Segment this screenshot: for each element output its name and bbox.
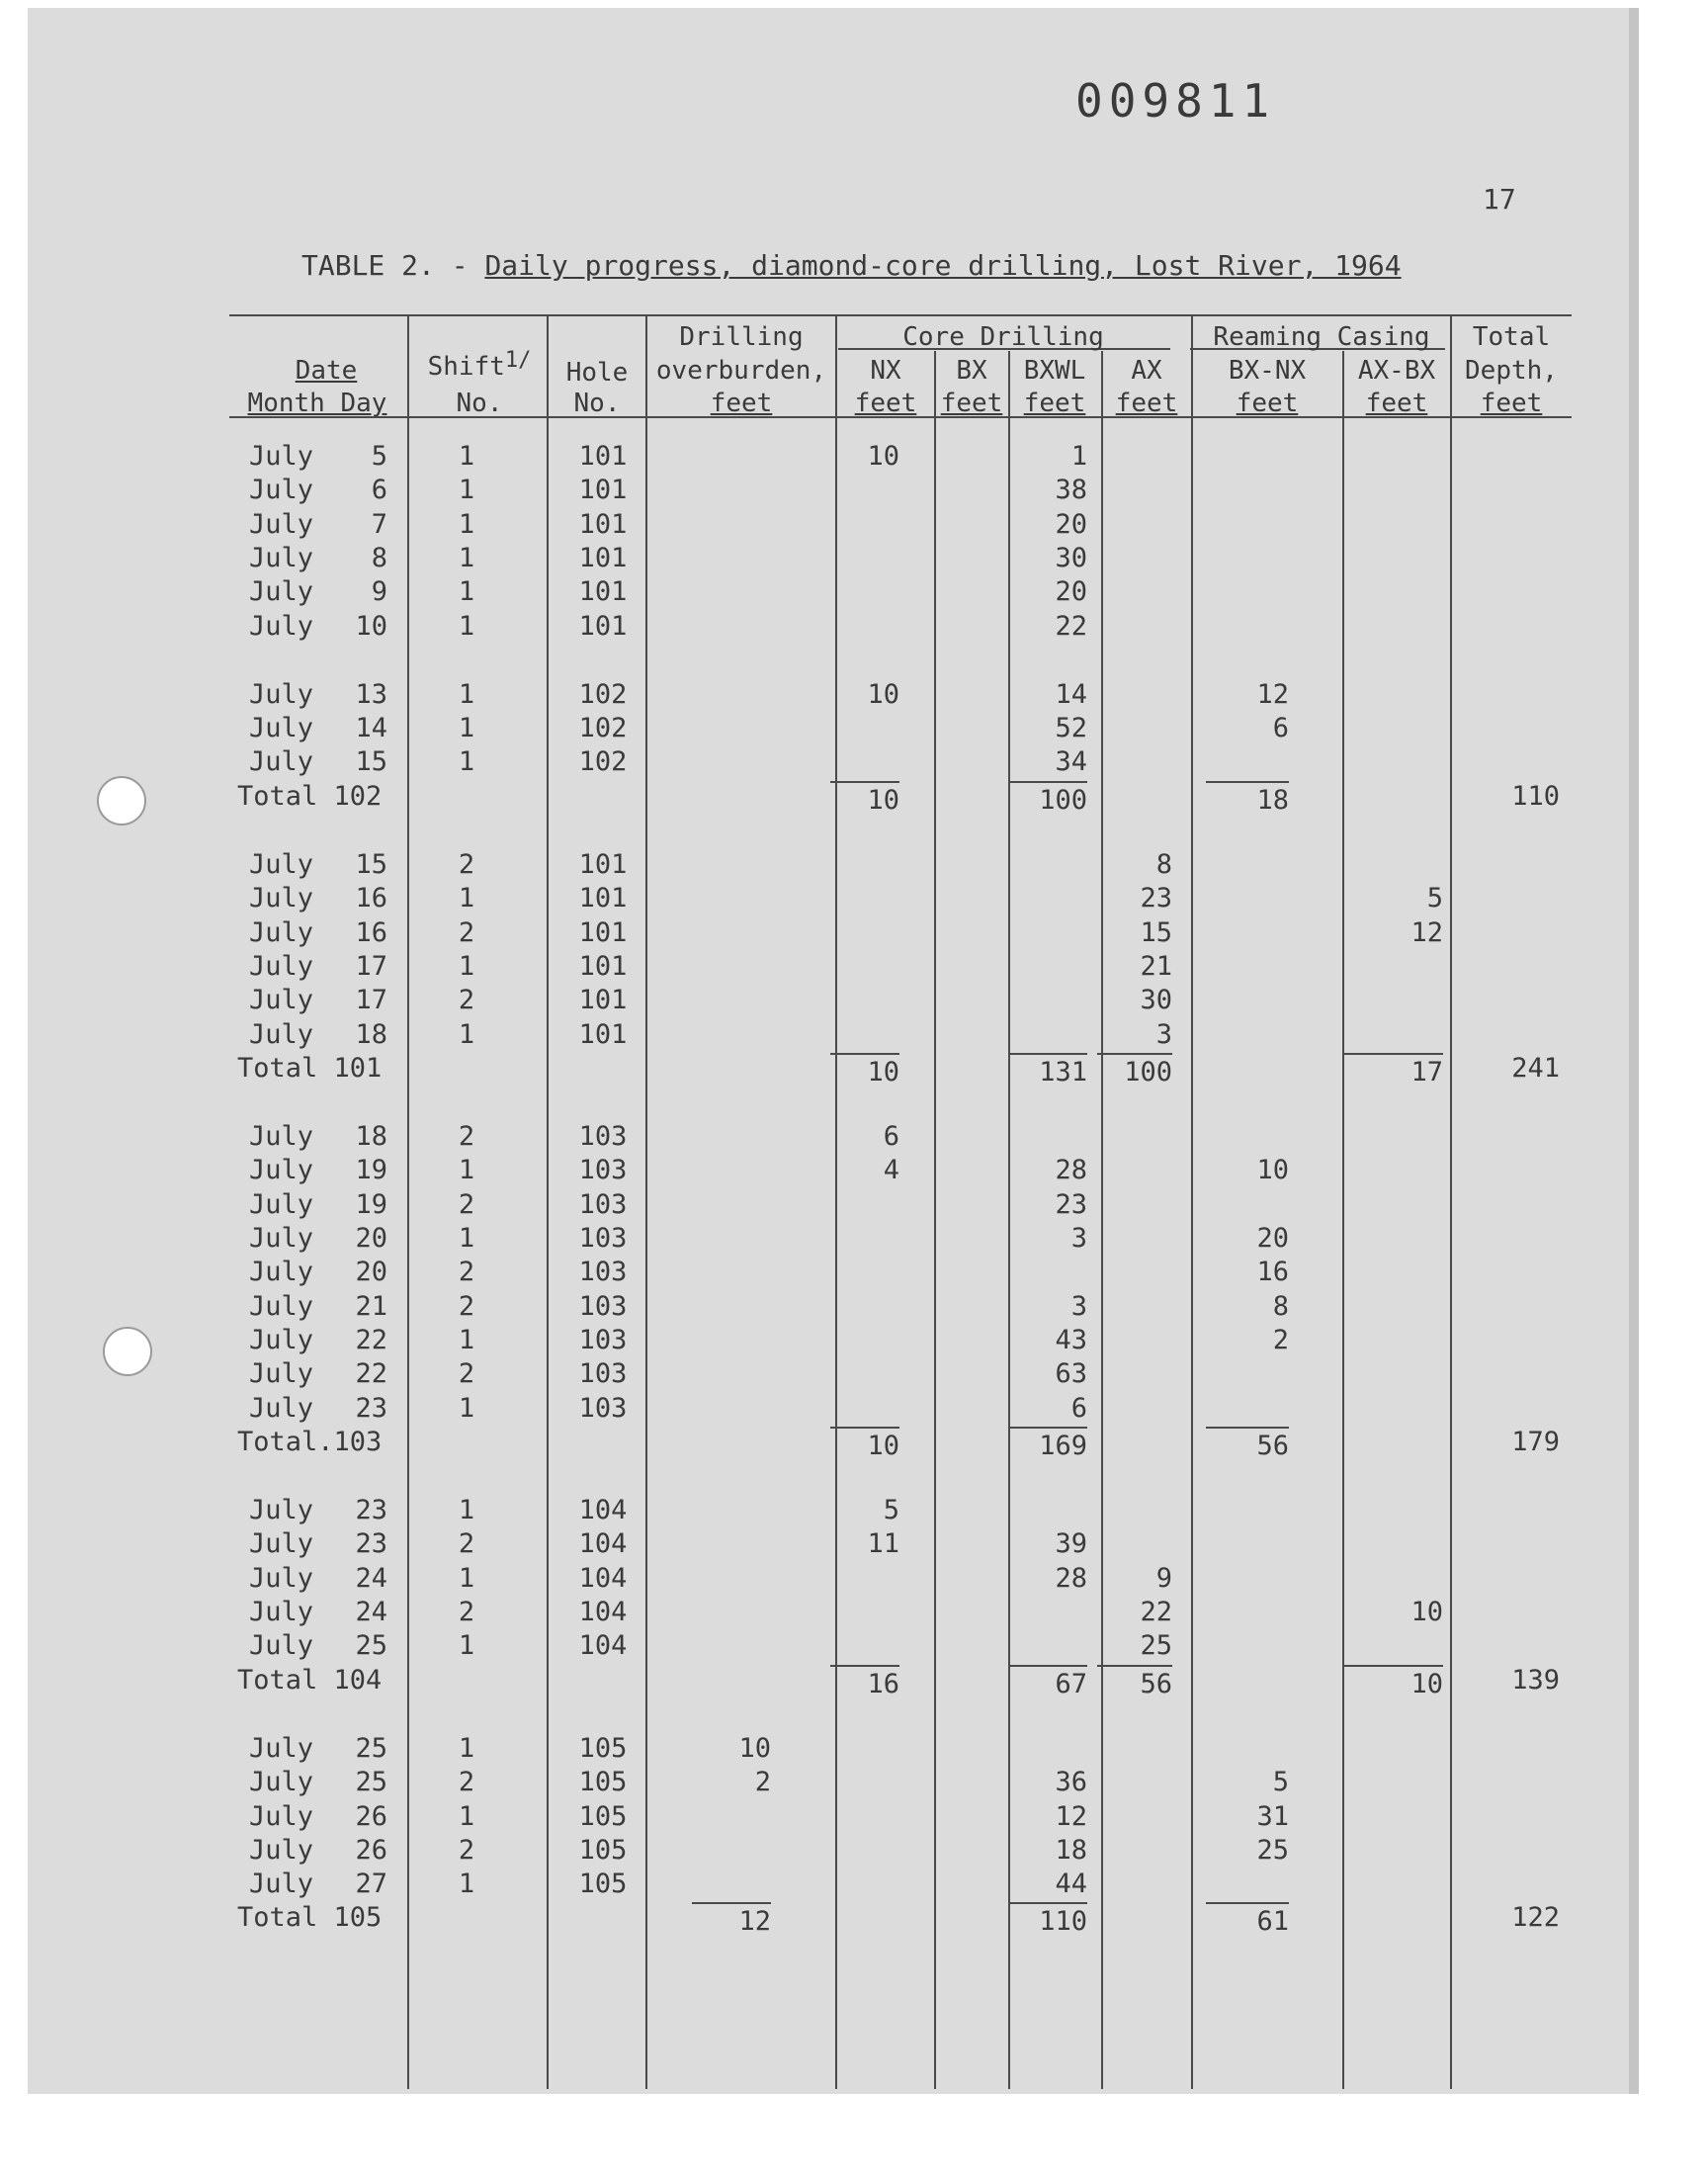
month-cell: July <box>249 1155 314 1186</box>
table-row <box>0 883 1708 916</box>
hole-cell: 104 <box>578 1528 628 1560</box>
table-row <box>0 475 1708 508</box>
header-shift <box>415 348 544 382</box>
bxwl-feet-cell: 14 <box>1055 678 1087 710</box>
ax-bx-feet-cell: 10 <box>1344 1665 1443 1699</box>
hole-cell: 101 <box>578 1018 628 1050</box>
shift-cell: 1 <box>458 1732 475 1764</box>
nx-feet-cell: 10 <box>867 678 899 710</box>
header-ax-feet: feet <box>1115 389 1178 418</box>
day-cell: 20 <box>355 1223 387 1254</box>
day-cell: 25 <box>355 1767 387 1798</box>
hole-cell: 105 <box>578 1732 628 1764</box>
table-row <box>0 441 1708 475</box>
bx-nx-feet-cell: 31 <box>1256 1800 1289 1832</box>
day-cell: 17 <box>355 950 387 982</box>
ax-feet-cell: 9 <box>1155 1562 1172 1594</box>
month-cell: July <box>249 985 314 1016</box>
table-row <box>0 1189 1708 1223</box>
nx-feet-cell: 10 <box>830 1427 899 1461</box>
month-cell: July <box>249 678 314 710</box>
shift-cell: 2 <box>458 1290 475 1322</box>
day-cell: 25 <box>355 1630 387 1662</box>
table-row <box>0 576 1708 610</box>
month-cell: July <box>249 1495 314 1526</box>
hole-cell: 103 <box>578 1257 628 1288</box>
hole-cell: 105 <box>578 1834 628 1866</box>
bxwl-feet-cell: 23 <box>1055 1188 1087 1220</box>
month-cell: July <box>249 542 314 573</box>
shift-cell: 1 <box>458 576 475 608</box>
day-cell: 18 <box>355 1018 387 1050</box>
hole-cell: 102 <box>578 678 628 710</box>
page-number: 17 <box>1483 183 1516 216</box>
ax-feet-cell: 3 <box>1155 1018 1172 1050</box>
bx-nx-feet-cell: 10 <box>1256 1155 1289 1186</box>
bx-nx-feet-cell: 16 <box>1256 1257 1289 1288</box>
day-cell: 7 <box>371 508 387 540</box>
table-row <box>0 1767 1708 1800</box>
shift-cell: 1 <box>458 1630 475 1662</box>
ax-bx-feet-cell: 5 <box>1426 883 1443 914</box>
bxwl-feet-cell: 39 <box>1055 1528 1087 1560</box>
table-row <box>0 1597 1708 1630</box>
table-title <box>301 249 1402 282</box>
month-cell: July <box>249 1257 314 1288</box>
day-cell: 6 <box>371 475 387 506</box>
day-cell: 15 <box>355 849 387 880</box>
month-cell: July <box>249 1869 314 1900</box>
bxwl-feet-cell: 3 <box>1070 1290 1087 1322</box>
shift-cell: 1 <box>458 678 475 710</box>
header-bx-nx: BX-NX <box>1228 356 1307 386</box>
month-cell: July <box>249 1018 314 1050</box>
header-nx-feet: feet <box>854 389 917 418</box>
table-row <box>0 679 1708 713</box>
nx-feet-cell: 6 <box>883 1121 899 1153</box>
shift-cell: 1 <box>458 542 475 573</box>
month-cell: July <box>249 1630 314 1662</box>
bxwl-feet-cell: 131 <box>1008 1053 1087 1088</box>
overburden-cell: 12 <box>692 1902 771 1937</box>
hole-cell: 105 <box>578 1800 628 1832</box>
hole-cell: 105 <box>578 1869 628 1900</box>
table-row <box>0 951 1708 985</box>
month-cell: July <box>249 475 314 506</box>
bxwl-feet-cell: 52 <box>1055 713 1087 744</box>
ax-bx-feet-cell: 12 <box>1410 916 1443 948</box>
day-cell: 13 <box>355 678 387 710</box>
day-cell: 22 <box>355 1358 387 1390</box>
shift-cell: 2 <box>458 1188 475 1220</box>
nx-feet-cell: 10 <box>830 1053 899 1088</box>
bxwl-feet-cell: 3 <box>1070 1223 1087 1254</box>
shift-cell: 1 <box>458 1869 475 1900</box>
header-ax-bx: AX-BX <box>1357 356 1436 386</box>
shift-cell: 1 <box>458 1018 475 1050</box>
shift-cell: 1 <box>458 1495 475 1526</box>
day-cell: 23 <box>355 1495 387 1526</box>
table-row <box>0 1630 1708 1664</box>
bx-nx-feet-cell: 18 <box>1206 781 1289 816</box>
hole-cell: 103 <box>578 1121 628 1153</box>
day-cell: 19 <box>355 1188 387 1220</box>
hole-cell: 102 <box>578 713 628 744</box>
day-cell: 20 <box>355 1257 387 1288</box>
shift-cell: 2 <box>458 1121 475 1153</box>
month-cell: July <box>249 508 314 540</box>
bxwl-feet-cell: 36 <box>1055 1767 1087 1798</box>
header-bx-nx-feet: feet <box>1236 389 1299 418</box>
month-cell: July <box>249 1324 314 1355</box>
day-cell: 23 <box>355 1528 387 1560</box>
day-cell: 25 <box>355 1732 387 1764</box>
shift-cell: 1 <box>458 1223 475 1254</box>
bxwl-feet-cell: 100 <box>1008 781 1087 816</box>
table-row <box>0 1291 1708 1325</box>
ax-feet-cell: 56 <box>1097 1665 1172 1699</box>
table-row <box>0 1223 1708 1257</box>
bx-nx-feet-cell: 56 <box>1206 1427 1289 1461</box>
bxwl-feet-cell: 28 <box>1055 1155 1087 1186</box>
total-label: Total 105 <box>237 1902 383 1934</box>
hole-cell: 102 <box>578 746 628 778</box>
bxwl-feet-cell: 110 <box>1008 1902 1087 1937</box>
bxwl-feet-cell: 43 <box>1055 1324 1087 1355</box>
shift-cell: 1 <box>458 1392 475 1424</box>
month-cell: July <box>249 1767 314 1798</box>
ax-feet-cell: 22 <box>1140 1597 1172 1627</box>
hole-cell: 101 <box>578 883 628 914</box>
ax-feet-cell: 21 <box>1140 950 1172 982</box>
header-month-day: Month Day <box>247 389 387 418</box>
table-top-rule <box>229 314 1572 316</box>
table-row <box>0 543 1708 576</box>
nx-feet-cell: 5 <box>883 1495 899 1526</box>
table-row <box>0 509 1708 543</box>
shift-cell: 1 <box>458 1155 475 1186</box>
hole-cell: 103 <box>578 1188 628 1220</box>
bxwl-feet-cell: 63 <box>1055 1358 1087 1390</box>
shift-cell: 1 <box>458 746 475 778</box>
header-ax: AX <box>1131 356 1162 386</box>
month-cell: July <box>249 441 314 472</box>
bx-nx-feet-cell: 25 <box>1256 1834 1289 1866</box>
shift-cell: 1 <box>458 441 475 472</box>
header-shift-label: Shift <box>427 352 505 382</box>
header-bx-feet: feet <box>940 389 1003 418</box>
table-row <box>0 746 1708 780</box>
day-cell: 17 <box>355 985 387 1016</box>
hole-cell: 101 <box>578 916 628 948</box>
shift-cell: 2 <box>458 916 475 948</box>
header-bxwl-feet: feet <box>1023 389 1086 418</box>
total-depth-cell: 241 <box>1511 1052 1560 1084</box>
hole-cell: 103 <box>578 1223 628 1254</box>
bx-nx-feet-cell: 61 <box>1206 1902 1289 1937</box>
header-reaming-casing: Reaming Casing <box>1213 322 1430 352</box>
shift-cell: 2 <box>458 1358 475 1390</box>
day-cell: 16 <box>355 916 387 948</box>
bxwl-feet-cell: 6 <box>1070 1392 1087 1424</box>
month-cell: July <box>249 1800 314 1832</box>
ax-feet-cell: 100 <box>1097 1053 1172 1088</box>
total-label: Total.103 <box>237 1426 383 1457</box>
bx-nx-feet-cell: 8 <box>1272 1290 1289 1322</box>
table-row <box>0 1019 1708 1053</box>
table-row <box>0 611 1708 645</box>
day-cell: 16 <box>355 883 387 914</box>
document-number: 009811 <box>1075 74 1276 128</box>
total-row <box>0 781 1708 815</box>
day-cell: 10 <box>355 610 387 642</box>
bxwl-feet-cell: 20 <box>1055 508 1087 540</box>
total-depth-cell: 179 <box>1511 1426 1560 1457</box>
table-title-main: Daily progress, diamond-core drilling, Lost River, 1964 <box>484 249 1402 282</box>
month-cell: July <box>249 1597 314 1627</box>
table-row <box>0 917 1708 951</box>
day-cell: 23 <box>355 1392 387 1424</box>
header-date: Date <box>295 356 358 386</box>
hole-cell: 101 <box>578 610 628 642</box>
hole-cell: 103 <box>578 1324 628 1355</box>
total-label: Total 102 <box>237 780 383 812</box>
month-cell: July <box>249 883 314 914</box>
table-row <box>0 1325 1708 1358</box>
total-label: Total 104 <box>237 1664 383 1696</box>
ax-feet-cell: 30 <box>1140 985 1172 1016</box>
hole-cell: 101 <box>578 542 628 573</box>
table-row <box>0 1835 1708 1869</box>
shift-cell: 2 <box>458 849 475 880</box>
hole-cell: 104 <box>578 1597 628 1627</box>
shift-cell: 1 <box>458 1324 475 1355</box>
table-row <box>0 1121 1708 1155</box>
ax-feet-cell: 15 <box>1140 916 1172 948</box>
shift-cell: 2 <box>458 1597 475 1627</box>
header-depth-feet: feet <box>1480 389 1543 418</box>
total-row <box>0 1427 1708 1460</box>
month-cell: July <box>249 1834 314 1866</box>
bxwl-feet-cell: 67 <box>1008 1665 1087 1699</box>
hole-cell: 105 <box>578 1767 628 1798</box>
day-cell: 8 <box>371 542 387 573</box>
header-hole-no: No. <box>573 389 621 418</box>
day-cell: 22 <box>355 1324 387 1355</box>
month-cell: July <box>249 1188 314 1220</box>
ax-bx-feet-cell: 17 <box>1344 1053 1443 1088</box>
hole-cell: 103 <box>578 1358 628 1390</box>
header-shift-no: No. <box>456 389 503 418</box>
month-cell: July <box>249 950 314 982</box>
header-overburden-feet: feet <box>710 389 773 418</box>
day-cell: 18 <box>355 1121 387 1153</box>
shift-cell: 1 <box>458 883 475 914</box>
nx-feet-cell: 10 <box>830 781 899 816</box>
total-depth-cell: 139 <box>1511 1664 1560 1696</box>
hole-cell: 103 <box>578 1290 628 1322</box>
table-row <box>0 1358 1708 1392</box>
ax-bx-feet-cell: 10 <box>1410 1597 1443 1627</box>
nx-feet-cell: 16 <box>830 1665 899 1699</box>
hole-cell: 101 <box>578 475 628 506</box>
header-hole: Hole <box>565 358 629 388</box>
month-cell: July <box>249 1223 314 1254</box>
table-row <box>0 1257 1708 1290</box>
hole-cell: 103 <box>578 1155 628 1186</box>
month-cell: July <box>249 916 314 948</box>
month-cell: July <box>249 576 314 608</box>
shift-cell: 2 <box>458 985 475 1016</box>
hole-cell: 104 <box>578 1630 628 1662</box>
hole-cell: 101 <box>578 576 628 608</box>
shift-cell: 1 <box>458 508 475 540</box>
shift-cell: 2 <box>458 1528 475 1560</box>
table-row <box>0 985 1708 1018</box>
month-cell: July <box>249 1732 314 1764</box>
ax-feet-cell: 23 <box>1140 883 1172 914</box>
table-row <box>0 849 1708 883</box>
day-cell: 15 <box>355 746 387 778</box>
bxwl-feet-cell: 169 <box>1008 1427 1087 1461</box>
shift-cell: 1 <box>458 713 475 744</box>
bxwl-feet-cell: 20 <box>1055 576 1087 608</box>
shift-cell: 1 <box>458 1800 475 1832</box>
bx-nx-feet-cell: 20 <box>1256 1223 1289 1254</box>
ax-feet-cell: 25 <box>1140 1630 1172 1662</box>
shift-cell: 2 <box>458 1767 475 1798</box>
table-row <box>0 1155 1708 1188</box>
shift-cell: 2 <box>458 1257 475 1288</box>
day-cell: 14 <box>355 713 387 744</box>
hole-cell: 104 <box>578 1562 628 1594</box>
bx-nx-feet-cell: 6 <box>1272 713 1289 744</box>
month-cell: July <box>249 1358 314 1390</box>
bxwl-feet-cell: 44 <box>1055 1869 1087 1900</box>
hole-cell: 101 <box>578 950 628 982</box>
day-cell: 21 <box>355 1290 387 1322</box>
ax-feet-cell: 8 <box>1155 849 1172 880</box>
header-core-drilling: Core Drilling <box>902 322 1104 352</box>
overburden-cell: 10 <box>738 1732 771 1764</box>
table-row <box>0 1563 1708 1597</box>
day-cell: 26 <box>355 1834 387 1866</box>
bxwl-feet-cell: 18 <box>1055 1834 1087 1866</box>
month-cell: July <box>249 1290 314 1322</box>
shift-cell: 1 <box>458 1562 475 1594</box>
total-label: Total 101 <box>237 1052 383 1084</box>
nx-feet-cell: 10 <box>867 441 899 472</box>
total-depth-cell: 122 <box>1511 1902 1560 1934</box>
hole-cell: 101 <box>578 849 628 880</box>
table-row <box>0 1733 1708 1767</box>
table-row <box>0 1528 1708 1562</box>
day-cell: 27 <box>355 1869 387 1900</box>
table-row <box>0 1393 1708 1427</box>
month-cell: July <box>249 1121 314 1153</box>
header-drilling: Drilling <box>679 322 804 352</box>
nx-feet-cell: 11 <box>867 1528 899 1560</box>
table-row <box>0 713 1708 746</box>
footnote-marker: 1/ <box>504 348 532 373</box>
month-cell: July <box>249 1528 314 1560</box>
bxwl-feet-cell: 30 <box>1055 542 1087 573</box>
table-row <box>0 1869 1708 1902</box>
bxwl-feet-cell: 22 <box>1055 610 1087 642</box>
bxwl-feet-cell: 38 <box>1055 475 1087 506</box>
table-row <box>0 1495 1708 1528</box>
month-cell: July <box>249 610 314 642</box>
header-ax-bx-feet: feet <box>1365 389 1428 418</box>
header-bxwl: BXWL <box>1023 356 1086 386</box>
bxwl-feet-cell: 28 <box>1055 1562 1087 1594</box>
header-depth: Depth, <box>1465 356 1558 386</box>
day-cell: 26 <box>355 1800 387 1832</box>
day-cell: 19 <box>355 1155 387 1186</box>
nx-feet-cell: 4 <box>883 1155 899 1186</box>
total-row <box>0 1902 1708 1936</box>
hole-cell: 104 <box>578 1495 628 1526</box>
bx-nx-feet-cell: 5 <box>1272 1767 1289 1798</box>
hole-cell: 101 <box>578 985 628 1016</box>
header-bx: BX <box>956 356 987 386</box>
day-cell: 5 <box>371 441 387 472</box>
day-cell: 9 <box>371 576 387 608</box>
day-cell: 24 <box>355 1562 387 1594</box>
hole-cell: 101 <box>578 441 628 472</box>
bxwl-feet-cell: 12 <box>1055 1800 1087 1832</box>
header-total: Total <box>1472 322 1551 352</box>
shift-cell: 1 <box>458 475 475 506</box>
header-nx: NX <box>870 356 901 386</box>
month-cell: July <box>249 713 314 744</box>
total-depth-cell: 110 <box>1511 780 1560 812</box>
hole-cell: 101 <box>578 508 628 540</box>
shift-cell: 1 <box>458 950 475 982</box>
bxwl-feet-cell: 34 <box>1055 746 1087 778</box>
table-row <box>0 1801 1708 1835</box>
total-row <box>0 1665 1708 1698</box>
bxwl-feet-cell: 1 <box>1070 441 1087 472</box>
bx-nx-feet-cell: 12 <box>1256 678 1289 710</box>
header-overburden: overburden, <box>655 356 827 386</box>
total-row <box>0 1053 1708 1087</box>
table-title-prefix: TABLE 2. - <box>301 249 485 282</box>
day-cell: 24 <box>355 1597 387 1627</box>
month-cell: July <box>249 746 314 778</box>
month-cell: July <box>249 1392 314 1424</box>
shift-cell: 1 <box>458 610 475 642</box>
bx-nx-feet-cell: 2 <box>1272 1324 1289 1355</box>
overburden-cell: 2 <box>754 1767 771 1798</box>
month-cell: July <box>249 849 314 880</box>
month-cell: July <box>249 1562 314 1594</box>
hole-cell: 103 <box>578 1392 628 1424</box>
shift-cell: 2 <box>458 1834 475 1866</box>
